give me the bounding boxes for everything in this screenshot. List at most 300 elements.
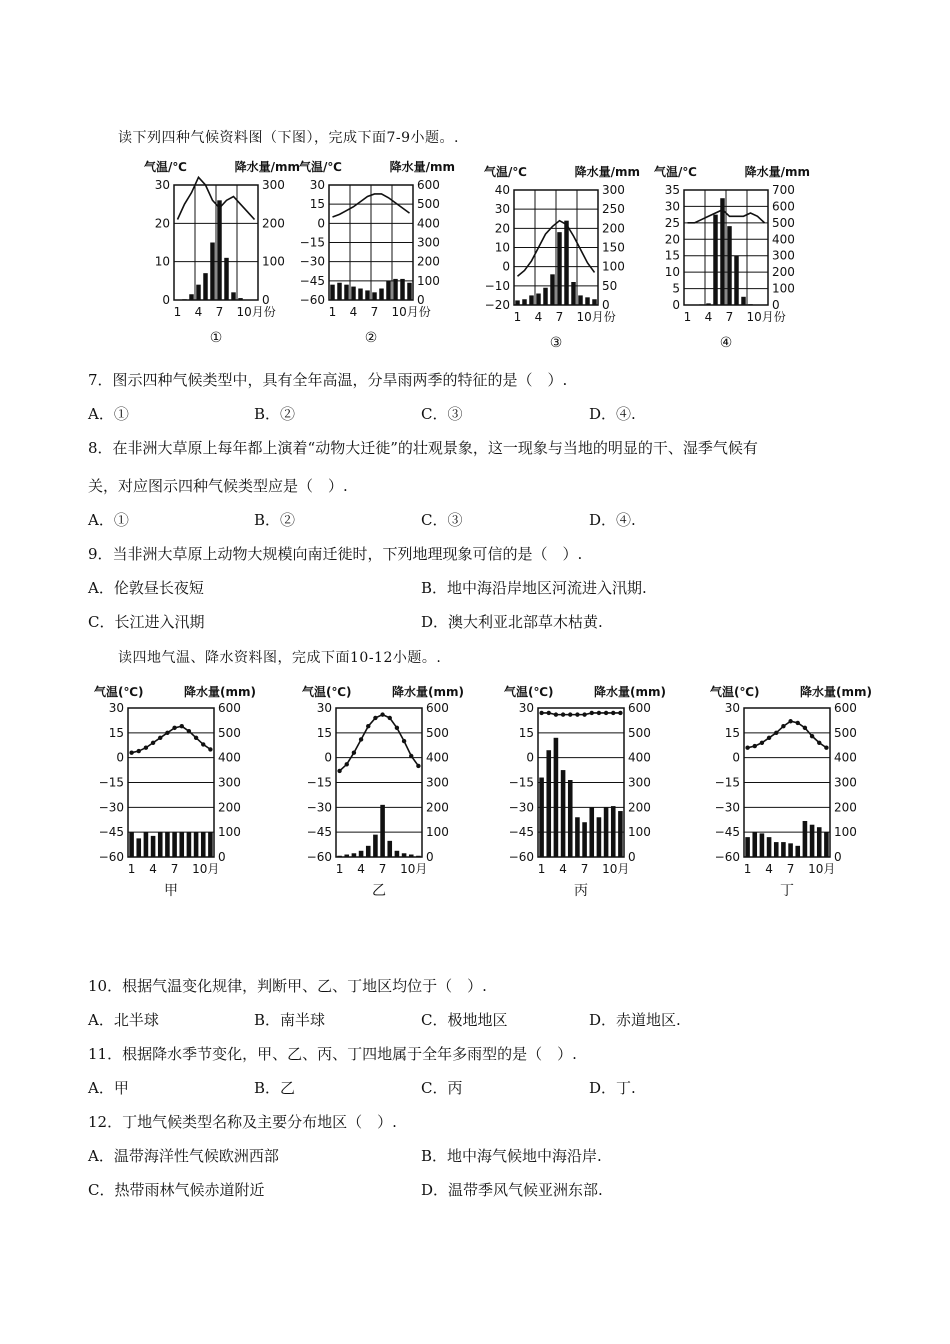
- q8-option-b[interactable]: B．②: [254, 511, 296, 529]
- x-tick-label: 1: [537, 862, 546, 876]
- x-tick-label: 10月: [400, 862, 428, 876]
- precip-bar: [618, 811, 623, 857]
- temp-point: [172, 726, 176, 730]
- chart-caption: ①: [209, 330, 223, 346]
- temp-point: [345, 762, 349, 766]
- right-tick-label: 500: [628, 725, 651, 740]
- q10-option-d[interactable]: D．赤道地区.: [589, 1011, 681, 1029]
- temp-point: [366, 724, 370, 728]
- climate-chart-2: [295, 155, 475, 350]
- climate-chart-yi: [298, 680, 478, 905]
- temp-point: [359, 737, 363, 741]
- x-tick-label: 4: [349, 305, 358, 319]
- intro-7-9: 读下列四种气候资料图（下图），完成下面7-9小题。.: [118, 130, 459, 146]
- precip-bar: [158, 832, 163, 857]
- precip-bar: [767, 837, 772, 857]
- q8-option-d[interactable]: D．④.: [589, 511, 636, 529]
- precip-bar: [217, 200, 221, 300]
- right-tick-label: 400: [218, 750, 241, 765]
- temp-point: [180, 724, 184, 728]
- temp-point: [187, 729, 191, 733]
- precip-bar: [380, 805, 385, 857]
- left-tick-label: −30: [98, 800, 124, 815]
- temp-point: [194, 736, 198, 740]
- q11-option-b[interactable]: B．乙: [254, 1079, 296, 1097]
- x-tick-label: 7: [370, 305, 379, 319]
- precip-bar: [165, 832, 170, 857]
- left-tick-label: 10: [494, 240, 510, 255]
- right-tick-label: 400: [628, 750, 651, 765]
- precip-bar: [352, 853, 357, 857]
- x-tick-label: 7: [555, 310, 564, 324]
- precip-bar: [194, 832, 199, 857]
- precip-bar: [179, 832, 184, 857]
- x-tick-label: 7: [378, 862, 387, 876]
- precip-bar: [788, 843, 793, 857]
- x-tick-label: 1: [335, 862, 344, 876]
- precip-bar: [400, 279, 404, 300]
- temp-point: [796, 721, 800, 725]
- precip-bar: [337, 283, 341, 300]
- right-tick-label: 400: [772, 232, 795, 247]
- right-tick-label: 600: [834, 701, 857, 715]
- left-tick-label: −60: [508, 850, 534, 864]
- precip-bar: [386, 281, 390, 300]
- left-tick-label: −60: [714, 850, 740, 864]
- temp-axis-title: 气温/℃: [654, 165, 697, 179]
- right-tick-label: 100: [426, 825, 449, 840]
- left-tick-label: 0: [672, 298, 680, 312]
- right-tick-label: 300: [218, 775, 241, 790]
- precip-bar: [550, 274, 554, 305]
- precip-bar: [781, 842, 786, 857]
- precip-bar: [817, 827, 822, 857]
- temp-point: [337, 769, 341, 773]
- q12-option-b[interactable]: B．地中海气候地中海沿岸.: [421, 1147, 602, 1165]
- temp-point: [129, 751, 133, 755]
- left-tick-label: 10: [664, 265, 680, 280]
- q9-option-b[interactable]: B．地中海沿岸地区河流进入汛期.: [421, 579, 647, 597]
- temp-axis-title: 气温/℃: [299, 160, 342, 174]
- right-tick-label: 500: [417, 197, 440, 212]
- x-tick-label: 7: [170, 862, 179, 876]
- x-tick-label: 4: [534, 310, 543, 324]
- q11-option-c[interactable]: C．丙: [421, 1079, 463, 1097]
- right-tick-label: 500: [772, 215, 795, 230]
- right-tick-label: 200: [262, 216, 285, 231]
- precip-bar: [351, 287, 355, 300]
- left-tick-label: 0: [116, 750, 124, 765]
- q8-option-a[interactable]: A．①: [88, 511, 129, 529]
- x-tick-label: 1: [513, 310, 522, 324]
- precip-axis-title: 降水量/mm: [744, 165, 810, 179]
- left-tick-label: −60: [98, 850, 124, 864]
- right-tick-label: 200: [417, 254, 440, 269]
- precip-bar: [201, 832, 206, 857]
- left-tick-label: 15: [108, 725, 124, 740]
- precip-bar: [611, 806, 616, 857]
- right-tick-label: 100: [602, 259, 625, 274]
- temp-axis-title: 气温(℃): [504, 685, 554, 699]
- temp-axis-title: 气温(℃): [710, 685, 760, 699]
- precip-bar: [774, 842, 779, 857]
- left-tick-label: −60: [306, 850, 332, 864]
- right-tick-label: 600: [426, 701, 449, 715]
- chart-caption: 甲: [164, 883, 178, 899]
- precip-bar: [554, 738, 559, 857]
- precip-bar: [713, 215, 717, 305]
- x-tick-label: 10月份: [746, 310, 786, 324]
- temp-point: [817, 741, 821, 745]
- temp-point: [767, 736, 771, 740]
- precip-bar: [536, 294, 540, 306]
- right-tick-label: 0: [628, 850, 636, 864]
- question-12: 12．丁地气候类型名称及主要分布地区（ ）.: [88, 1113, 397, 1131]
- precip-axis-title: 降水量/mm: [389, 160, 455, 174]
- precip-bar: [189, 294, 193, 300]
- precip-bar: [760, 833, 765, 857]
- right-tick-label: 200: [772, 265, 795, 280]
- right-tick-label: 200: [628, 800, 651, 815]
- x-tick-label: 1: [127, 862, 136, 876]
- temp-point: [561, 712, 565, 716]
- x-tick-label: 1: [683, 310, 692, 324]
- right-tick-label: 500: [426, 725, 449, 740]
- left-tick-label: −45: [508, 825, 534, 840]
- precip-axis-title: 降水量(mm): [800, 685, 872, 699]
- temp-point: [781, 724, 785, 728]
- question-9: 9．当非洲大草原上动物大规模向南迁徙时，下列地理现象可信的是（ ）.: [88, 545, 583, 563]
- x-tick-label: 4: [559, 862, 567, 876]
- precip-bar: [546, 750, 551, 857]
- temp-point: [745, 746, 749, 750]
- temp-curve: [132, 726, 211, 752]
- chart-caption: 丁: [780, 883, 794, 899]
- precip-bar: [393, 279, 397, 300]
- left-tick-label: 10: [154, 254, 170, 269]
- left-tick-label: 15: [309, 197, 325, 212]
- q7-option-d[interactable]: D．④.: [589, 405, 636, 423]
- left-tick-label: −45: [98, 825, 124, 840]
- intro-10-12: 读四地气温、降水资料图，完成下面10-12小题。.: [118, 650, 442, 666]
- right-tick-label: 400: [417, 216, 440, 231]
- temp-point: [539, 711, 543, 715]
- x-tick-label: 4: [765, 862, 773, 876]
- question-8-line-2: 关，对应图示四种气候类型应是（ ）.: [88, 477, 348, 495]
- temp-point: [611, 711, 615, 715]
- right-tick-label: 300: [417, 235, 440, 250]
- right-tick-label: 250: [602, 202, 625, 217]
- temp-axis-title: 气温/℃: [144, 160, 187, 174]
- left-tick-label: −45: [714, 825, 740, 840]
- right-tick-label: 300: [262, 178, 285, 192]
- temp-point: [590, 711, 594, 715]
- temp-point: [151, 741, 155, 745]
- q12-option-a[interactable]: A．温带海洋性气候欧洲西部: [88, 1147, 279, 1165]
- temp-curve: [748, 721, 827, 747]
- precip-bar: [344, 855, 349, 857]
- left-tick-label: 40: [494, 183, 510, 197]
- right-tick-label: 300: [772, 248, 795, 263]
- right-tick-label: 400: [426, 750, 449, 765]
- left-tick-label: −45: [299, 273, 325, 288]
- temp-point: [402, 739, 406, 743]
- left-tick-label: 15: [316, 725, 332, 740]
- right-tick-label: 500: [834, 725, 857, 740]
- precip-bar: [337, 856, 342, 857]
- temp-point: [373, 716, 377, 720]
- precip-bar: [203, 273, 207, 300]
- q7-option-c[interactable]: C．③: [421, 405, 463, 423]
- left-tick-label: 15: [664, 248, 680, 263]
- right-tick-label: 600: [218, 701, 241, 715]
- left-tick-label: 30: [518, 701, 534, 715]
- precip-axis-title: 降水量(mm): [184, 685, 256, 699]
- precip-bar: [810, 825, 815, 857]
- x-tick-label: 10月: [808, 862, 836, 876]
- temp-point: [810, 734, 814, 738]
- left-tick-label: 0: [502, 259, 510, 274]
- precip-bar: [748, 304, 752, 305]
- chart-caption: ④: [719, 335, 733, 351]
- precip-bar: [210, 243, 214, 301]
- x-tick-label: 1: [743, 862, 752, 876]
- x-tick-label: 7: [786, 862, 795, 876]
- chart-caption: ③: [549, 335, 563, 351]
- left-tick-label: 0: [732, 750, 740, 765]
- q10-option-b[interactable]: B．南半球: [254, 1011, 326, 1029]
- x-tick-label: 4: [194, 305, 203, 319]
- left-tick-label: −15: [508, 775, 534, 790]
- left-tick-label: 30: [724, 701, 740, 715]
- right-tick-label: 150: [602, 240, 625, 255]
- temp-axis-title: 气温/℃: [484, 165, 527, 179]
- chart-caption: 乙: [372, 883, 386, 899]
- precip-axis-title: 降水量(mm): [392, 685, 464, 699]
- precip-bar: [720, 198, 724, 305]
- q9-option-c[interactable]: C．长江进入汛期: [88, 613, 205, 631]
- right-tick-label: 300: [426, 775, 449, 790]
- precip-bar: [358, 289, 362, 301]
- precip-bar: [379, 289, 383, 301]
- left-tick-label: 30: [309, 178, 325, 192]
- right-tick-label: 600: [417, 178, 440, 192]
- precip-bar: [238, 298, 242, 300]
- precip-bar: [745, 837, 750, 857]
- precip-bar: [564, 221, 568, 305]
- precip-bar: [395, 851, 400, 857]
- question-7: 7．图示四种气候类型中，具有全年高温，分旱雨两季的特征的是（ ）.: [88, 371, 568, 389]
- precip-bar: [727, 226, 731, 305]
- temp-axis-title: 气温(℃): [94, 685, 144, 699]
- right-tick-label: 100: [834, 825, 857, 840]
- q7-option-a[interactable]: A．①: [88, 405, 129, 423]
- left-tick-label: 0: [324, 750, 332, 765]
- temp-point: [604, 711, 608, 715]
- precip-bar: [365, 290, 369, 300]
- x-tick-label: 4: [704, 310, 713, 324]
- precip-bar: [372, 292, 376, 300]
- q10-option-c[interactable]: C．极地地区: [421, 1011, 508, 1029]
- precip-bar: [129, 832, 134, 857]
- precip-bar: [344, 285, 348, 300]
- climate-chart-bing: [500, 680, 680, 905]
- temp-point: [395, 726, 399, 730]
- precip-bar: [568, 780, 573, 857]
- left-tick-label: −15: [306, 775, 332, 790]
- right-tick-label: 0: [772, 298, 780, 312]
- precip-bar: [402, 853, 407, 857]
- precip-bar: [824, 832, 829, 857]
- temp-point: [760, 741, 764, 745]
- temp-point: [753, 744, 757, 748]
- left-tick-label: 15: [724, 725, 740, 740]
- precip-bar: [373, 835, 378, 857]
- temp-point: [380, 712, 384, 716]
- x-tick-label: 10月份: [576, 310, 616, 324]
- x-tick-label: 1: [328, 305, 337, 319]
- x-tick-label: 10月: [192, 862, 220, 876]
- precip-axis-title: 降水量/mm: [574, 165, 640, 179]
- right-tick-label: 0: [602, 298, 610, 312]
- q9-option-a[interactable]: A．伦敦昼长夜短: [88, 579, 204, 597]
- x-tick-label: 1: [173, 305, 182, 319]
- left-tick-label: 5: [672, 281, 680, 296]
- left-tick-label: 0: [526, 750, 534, 765]
- precip-bar: [604, 807, 609, 857]
- question-8-line-1: 8．在非洲大草原上每年都上演着“动物大迁徙”的壮观景象，这一现象与当地的明显的干、湿季气候有: [88, 439, 758, 457]
- temp-point: [547, 711, 551, 715]
- precip-bar: [582, 822, 587, 857]
- right-tick-label: 300: [834, 775, 857, 790]
- temp-point: [618, 711, 622, 715]
- precip-bar: [557, 232, 561, 305]
- precip-bar: [597, 817, 602, 857]
- climate-chart-ding: [706, 680, 886, 905]
- left-tick-label: 25: [664, 215, 680, 230]
- temp-point: [788, 719, 792, 723]
- precip-bar: [515, 300, 519, 305]
- precip-bar: [803, 821, 808, 857]
- temp-point: [409, 754, 413, 758]
- precip-bar: [589, 807, 594, 857]
- left-tick-label: −30: [306, 800, 332, 815]
- temp-point: [352, 751, 356, 755]
- right-tick-label: 0: [426, 850, 434, 864]
- left-tick-label: 30: [494, 202, 510, 217]
- temp-point: [388, 716, 392, 720]
- q8-option-c[interactable]: C．③: [421, 511, 463, 529]
- temp-axis-title: 气温(℃): [302, 685, 352, 699]
- chart-caption: 丙: [574, 883, 588, 899]
- precip-bar: [359, 851, 364, 857]
- right-tick-label: 600: [772, 199, 795, 214]
- temp-point: [137, 749, 141, 753]
- q9-option-d[interactable]: D．澳大利亚北部草木枯黄.: [421, 613, 603, 631]
- left-tick-label: −30: [714, 800, 740, 815]
- right-tick-label: 300: [602, 183, 625, 197]
- q12-option-c[interactable]: C．热带雨林气候赤道附近: [88, 1181, 265, 1199]
- temp-point: [582, 712, 586, 716]
- left-tick-label: −60: [299, 293, 325, 307]
- left-tick-label: −15: [98, 775, 124, 790]
- left-tick-label: 30: [108, 701, 124, 715]
- right-tick-label: 50: [602, 278, 618, 293]
- left-tick-label: −45: [306, 825, 332, 840]
- precip-bar: [585, 297, 589, 305]
- temp-point: [165, 731, 169, 735]
- temp-point: [208, 747, 212, 751]
- precip-bar: [543, 288, 547, 305]
- left-tick-label: 30: [664, 199, 680, 214]
- precip-bar: [699, 304, 703, 305]
- right-tick-label: 100: [218, 825, 241, 840]
- temp-point: [803, 726, 807, 730]
- precip-bar: [407, 283, 411, 300]
- temp-point: [144, 746, 148, 750]
- chart-caption: ②: [364, 330, 378, 346]
- right-tick-label: 0: [417, 293, 425, 307]
- q7-option-b[interactable]: B．②: [254, 405, 296, 423]
- temp-point: [568, 712, 572, 716]
- precip-bar: [330, 285, 334, 300]
- precip-bar: [231, 292, 235, 300]
- q11-option-a[interactable]: A．甲: [88, 1079, 129, 1097]
- precip-bar: [144, 832, 149, 857]
- question-10: 10．根据气温变化规律，判断甲、乙、丁地区均位于（ ）.: [88, 977, 487, 995]
- right-tick-label: 100: [628, 825, 651, 840]
- x-tick-label: 7: [580, 862, 589, 876]
- right-tick-label: 300: [628, 775, 651, 790]
- temp-point: [774, 731, 778, 735]
- precip-bar: [416, 856, 421, 857]
- right-tick-label: 600: [628, 701, 651, 715]
- climate-chart-jia: [90, 680, 270, 905]
- temp-point: [158, 736, 162, 740]
- precip-bar: [151, 836, 156, 857]
- right-tick-label: 100: [772, 281, 795, 296]
- x-tick-label: 7: [725, 310, 734, 324]
- left-tick-label: 20: [154, 216, 170, 231]
- right-tick-label: 700: [772, 183, 795, 197]
- temp-curve: [340, 715, 419, 771]
- right-tick-label: 100: [262, 254, 285, 269]
- precip-bar: [752, 832, 757, 857]
- q11-option-d[interactable]: D．丁.: [589, 1079, 636, 1097]
- temp-point: [597, 711, 601, 715]
- precip-bar: [366, 846, 371, 857]
- right-tick-label: 500: [218, 725, 241, 740]
- right-tick-label: 0: [262, 293, 270, 307]
- q10-option-a[interactable]: A．北半球: [88, 1011, 159, 1029]
- q12-option-d[interactable]: D．温带季风气候亚洲东部.: [421, 1181, 603, 1199]
- precip-bar: [196, 285, 200, 300]
- x-tick-label: 10月份: [236, 305, 276, 319]
- precip-bar: [182, 299, 186, 300]
- left-tick-label: 0: [162, 293, 170, 307]
- left-tick-label: −30: [299, 254, 325, 269]
- x-tick-label: 10月: [602, 862, 630, 876]
- left-tick-label: −20: [484, 298, 510, 312]
- precip-bar: [706, 303, 710, 305]
- climate-chart-4: [650, 160, 820, 350]
- precip-bar: [571, 282, 575, 305]
- precip-bar: [734, 256, 738, 305]
- precip-bar: [409, 855, 414, 857]
- precip-bar: [387, 841, 392, 857]
- left-tick-label: −15: [299, 235, 325, 250]
- precip-bar: [529, 295, 533, 305]
